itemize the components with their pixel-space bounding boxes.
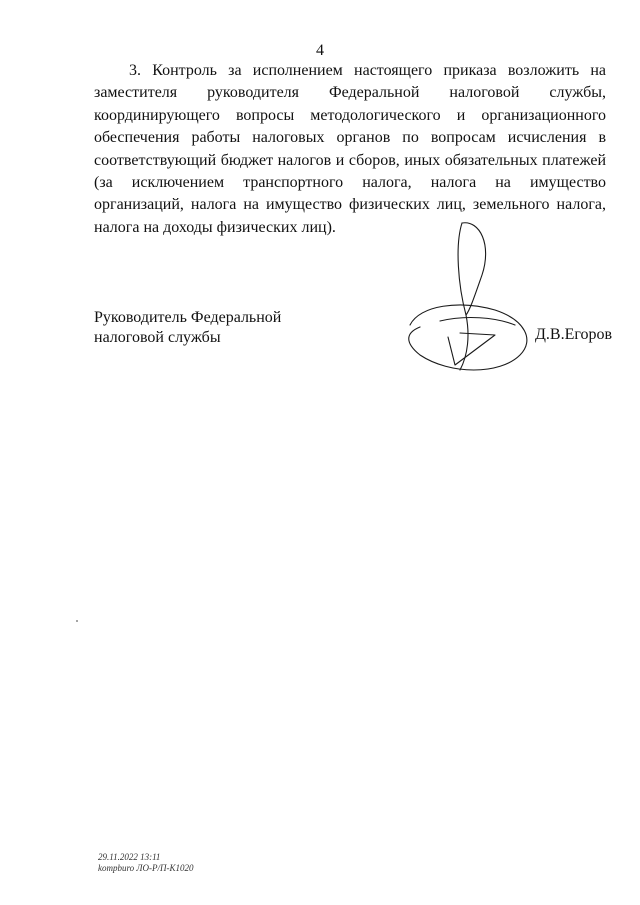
scan-speck [76,620,78,622]
footer-timestamp: 29.11.2022 13:11 [98,852,161,862]
signatory-title [94,308,281,348]
signatory-title-line-1: Руководитель Федеральной [94,309,282,326]
signatory-title-line-2: налоговой службы [94,329,221,346]
footer [98,852,193,874]
footer-stamp: kompburo ЛО-Р/П-К1020 [98,863,194,873]
signer-name: Д.В.Егоров [535,326,613,343]
body-paragraph: 3. Контроль за исполнением настоящего приказа возложить на заместителя руководителя Федеральной налоговой службы, координирующего вопросы методологического и организационного обеспечения работы налоговых органов по вопросам исчисления в соответствующий бюджет налогов и сборов, иных обязательных платежей (за исключением транспортного налога, налога на имущество организаций, налога на имущество физических лиц, земельного налога, налога на доходы физических лиц). [94,62,606,236]
page-number: 4 [316,42,324,59]
handwritten-signature [400,215,550,385]
